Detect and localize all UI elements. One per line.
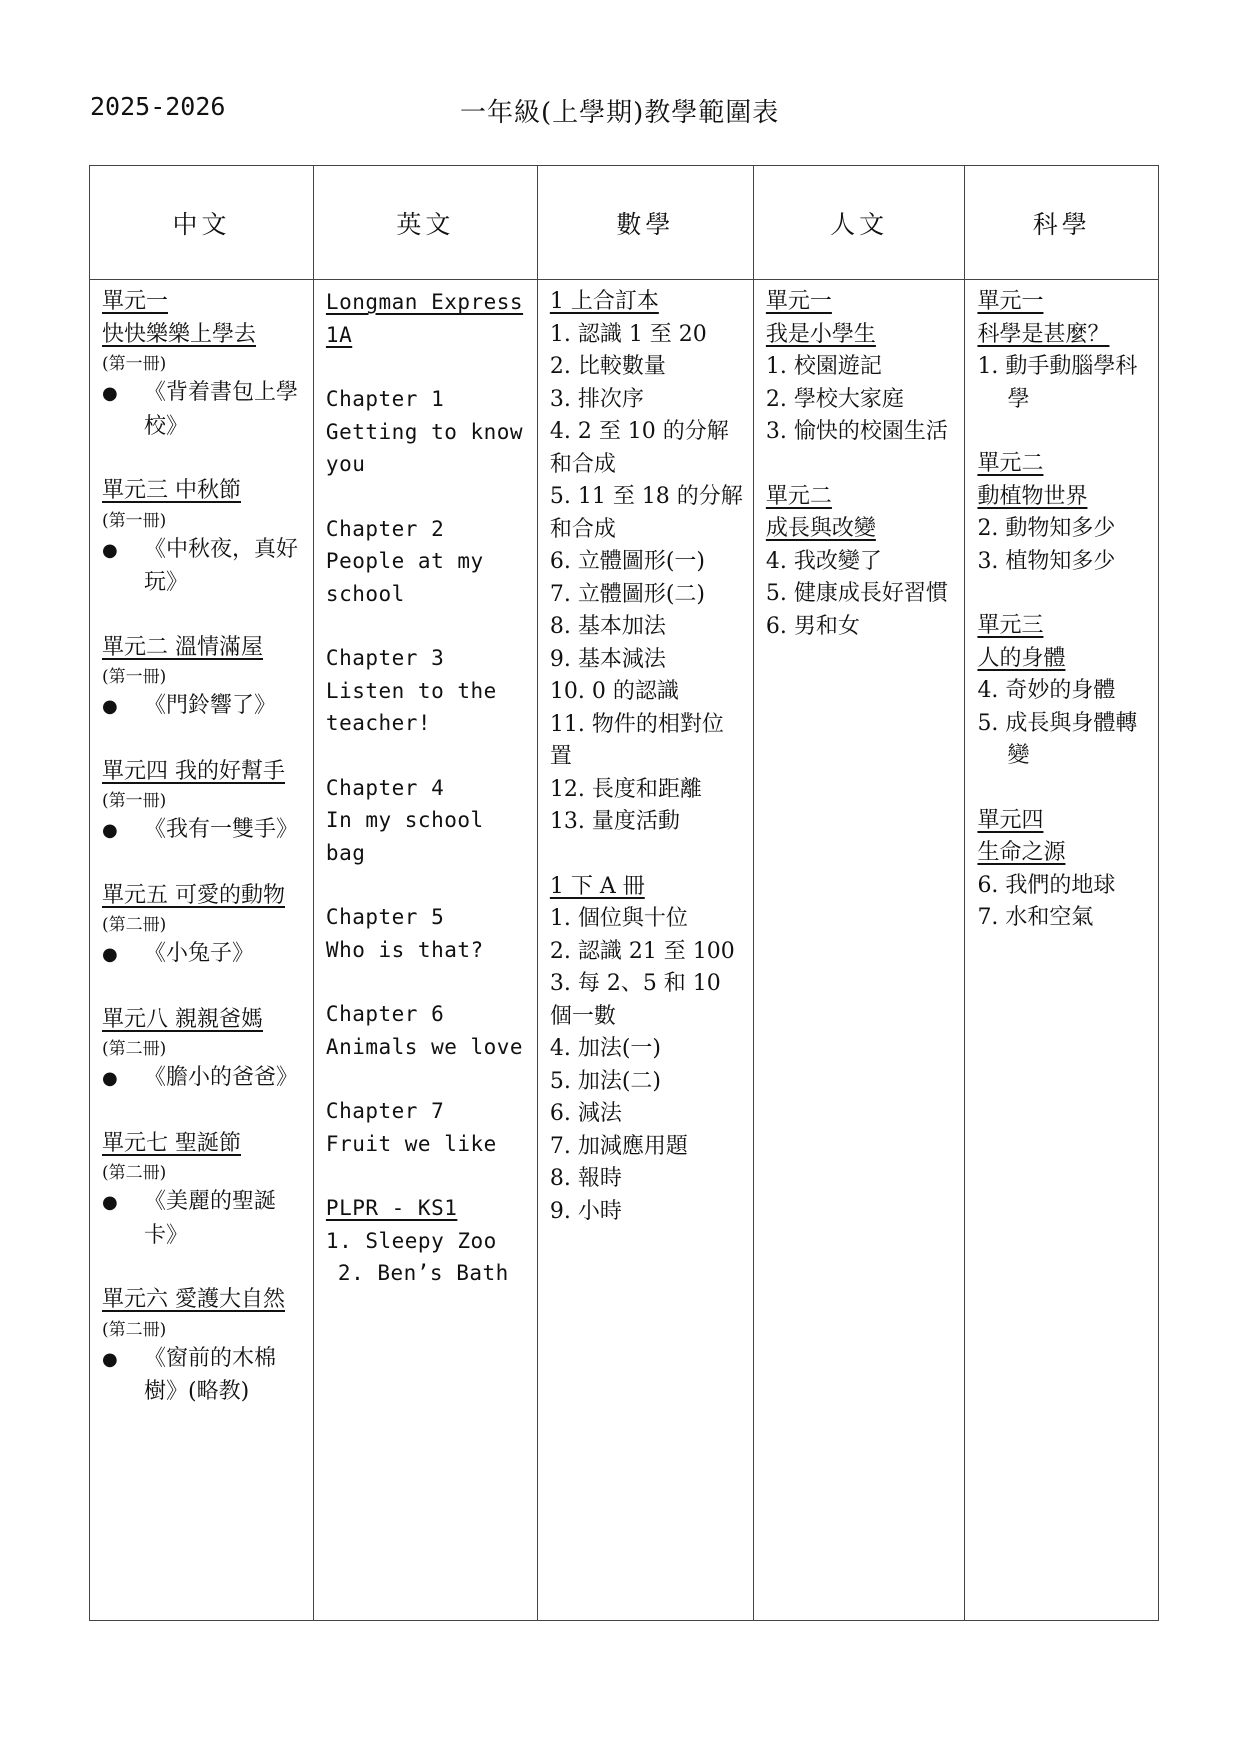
unit-title: 單元二	[765, 483, 832, 509]
math-item: 4. 加法(一)	[549, 1036, 661, 1061]
topic-item: 3. 植物知多少	[977, 548, 1116, 574]
unit-title: 單元四 我的好幫手	[102, 758, 285, 784]
column-header-science: 科學	[965, 166, 1159, 280]
unit-subtitle: 成長與改變	[765, 516, 876, 541]
lesson-item: ● 《美麗的聖誕卡》	[102, 1189, 277, 1248]
science-unit	[977, 286, 1148, 416]
chapter-item: Chapter 1 Getting to know you	[325, 387, 524, 476]
book-label: (第二冊)	[102, 1039, 167, 1059]
bullet-icon: ●	[102, 383, 118, 404]
science-unit	[977, 448, 1148, 578]
chinese-unit	[102, 1284, 303, 1409]
lesson-item: ● 《我有一雙手》	[102, 814, 303, 848]
math-item: 3. 每 2、5 和 10 個一數	[549, 971, 721, 1029]
bullet-icon: ●	[102, 820, 118, 841]
chinese-unit	[102, 756, 303, 848]
unit-title: 單元八 親親爸媽	[102, 1006, 263, 1032]
unit-title: 單元六 愛護大自然	[102, 1287, 285, 1312]
chinese-unit	[102, 475, 303, 600]
chapter-item: Chapter 3 Listen to the teacher!	[325, 646, 497, 735]
humanities-cell	[753, 280, 965, 1621]
unit-title: 單元四	[977, 807, 1044, 833]
math-item: 2. 認識 21 至 100	[549, 938, 735, 964]
math-book-title: 1 下 A 冊	[549, 873, 645, 899]
topic-item: 2. 學校大家庭	[765, 386, 904, 412]
book-label: (第二冊)	[102, 1163, 167, 1183]
lesson-item: ● 《中秋夜，真好玩》	[102, 536, 299, 595]
unit-subtitle: 我是小學生	[765, 321, 876, 347]
topic-item: 1. 校園遊記	[765, 354, 882, 379]
science-unit	[977, 610, 1148, 773]
english-cell	[313, 280, 537, 1621]
topic-item: 4. 我改變了	[765, 548, 882, 574]
humanities-unit	[766, 286, 955, 449]
chapter-item: Chapter 5 Who is that?	[325, 905, 484, 962]
bullet-icon: ●	[102, 1348, 118, 1370]
topic-item: 1. 動手動腦學科學	[977, 354, 1138, 412]
math-item: 1. 認識 1 至 20	[549, 321, 707, 347]
unit-title: 單元一	[977, 289, 1044, 314]
chinese-unit	[102, 880, 303, 972]
book-label: (第一冊)	[102, 791, 167, 811]
unit-title: 單元二 溫情滿屋	[102, 634, 263, 660]
topic-item: 3. 愉快的校園生活	[765, 419, 948, 444]
math-item: 13. 量度活動	[549, 809, 680, 834]
page-title: 一年級(上學期)教學範圍表	[460, 98, 780, 128]
unit-title: 單元一	[102, 289, 169, 314]
reader-item: 1. Sleepy Zoo	[325, 1228, 497, 1253]
math-item: 12. 長度和距離	[549, 776, 702, 802]
chinese-cell	[90, 280, 314, 1621]
math-item: 5. 11 至 18 的分解和合成	[549, 484, 743, 542]
chapter-item: Chapter 6 Animals we love	[325, 1002, 524, 1059]
topic-item: 7. 水和空氣	[977, 905, 1094, 930]
book-label: (第一冊)	[102, 667, 167, 687]
math-item: 9. 基本減法	[549, 646, 666, 672]
book-label: (第一冊)	[102, 510, 167, 531]
unit-subtitle: 生命之源	[977, 840, 1066, 865]
topic-item: 6. 我們的地球	[977, 872, 1116, 898]
unit-subtitle: 快快樂樂上學去	[102, 321, 257, 347]
chapter-item: Chapter 4 In my school bag	[325, 775, 484, 865]
topic-item: 4. 奇妙的身體	[977, 678, 1116, 703]
english-book-title: Longman Express 1A	[325, 290, 524, 347]
humanities-unit	[766, 481, 955, 644]
chinese-unit	[102, 1004, 303, 1096]
math-item: 11. 物件的相對位置	[549, 711, 724, 769]
topic-item: 2. 動物知多少	[977, 516, 1116, 541]
unit-title: 單元五 可愛的動物	[102, 882, 285, 908]
math-cell	[537, 280, 753, 1621]
reader-item: 2. Ben’s Bath	[337, 1261, 509, 1285]
unit-title: 單元七 聖誕節	[102, 1130, 241, 1156]
header-row	[90, 166, 1159, 280]
chinese-unit	[102, 632, 303, 724]
math-item: 3. 排次序	[549, 386, 644, 412]
math-book-title: 1 上合訂本	[549, 289, 659, 314]
unit-title: 單元三	[977, 613, 1044, 638]
bullet-icon: ●	[102, 696, 118, 717]
reader-series-title: PLPR - KS1	[325, 1196, 458, 1220]
column-header-english: 英文	[313, 166, 537, 280]
bullet-icon: ●	[102, 1068, 118, 1089]
math-item: 10. 0 的認識	[549, 679, 679, 704]
math-item: 7. 立體圖形(二)	[549, 581, 705, 607]
syllabus-table	[89, 165, 1159, 1621]
bullet-icon: ●	[102, 944, 118, 965]
math-item: 6. 減法	[549, 1101, 622, 1126]
bullet-icon: ●	[102, 539, 118, 561]
math-item: 4. 2 至 10 的分解和合成	[549, 419, 729, 477]
unit-title: 單元三 中秋節	[102, 478, 241, 503]
unit-title: 單元一	[765, 289, 832, 314]
topic-item: 5. 成長與身體轉變	[977, 710, 1138, 768]
math-item: 8. 基本加法	[549, 614, 666, 639]
column-header-humanities: 人文	[753, 166, 965, 280]
lesson-item: ● 《窗前的木棉樹》(略教)	[102, 1345, 277, 1404]
unit-title: 單元二	[977, 451, 1044, 476]
math-item: 7. 加減應用題	[549, 1133, 688, 1159]
math-item: 2. 比較數量	[549, 354, 666, 379]
science-unit	[977, 805, 1148, 935]
unit-subtitle: 人的身體	[977, 645, 1066, 671]
math-item: 5. 加法(二)	[549, 1068, 661, 1094]
column-header-chinese: 中文	[90, 166, 314, 280]
math-item: 1. 個位與十位	[549, 906, 688, 931]
lesson-item: ● 《小兔子》	[102, 938, 303, 972]
math-item: 9. 小時	[549, 1198, 622, 1224]
book-label: (第一冊)	[102, 354, 167, 374]
school-year: 2025-2026	[90, 92, 226, 121]
topic-item: 6. 男和女	[765, 613, 860, 639]
lesson-item: ● 《背着書包上學校》	[102, 380, 299, 439]
lesson-item: ● 《膽小的爸爸》	[102, 1062, 303, 1096]
book-label: (第二冊)	[102, 1319, 167, 1340]
chinese-unit	[102, 286, 303, 443]
chapter-item: Chapter 2 People at my school	[325, 516, 484, 606]
science-cell	[965, 280, 1159, 1621]
bullet-icon: ●	[102, 1192, 118, 1213]
unit-subtitle: 動植物世界	[977, 483, 1088, 509]
chinese-unit	[102, 1128, 303, 1253]
content-row	[90, 280, 1159, 1621]
math-item: 6. 立體圖形(一)	[549, 549, 705, 574]
topic-item: 5. 健康成長好習慣	[765, 581, 948, 606]
book-label: (第二冊)	[102, 915, 167, 935]
math-item: 8. 報時	[549, 1166, 622, 1191]
chapter-item: Chapter 7 Fruit we like	[325, 1099, 497, 1156]
column-header-math: 數學	[537, 166, 753, 280]
unit-subtitle: 科學是甚麼？	[977, 321, 1110, 347]
lesson-item: ● 《門鈴響了》	[102, 690, 303, 724]
